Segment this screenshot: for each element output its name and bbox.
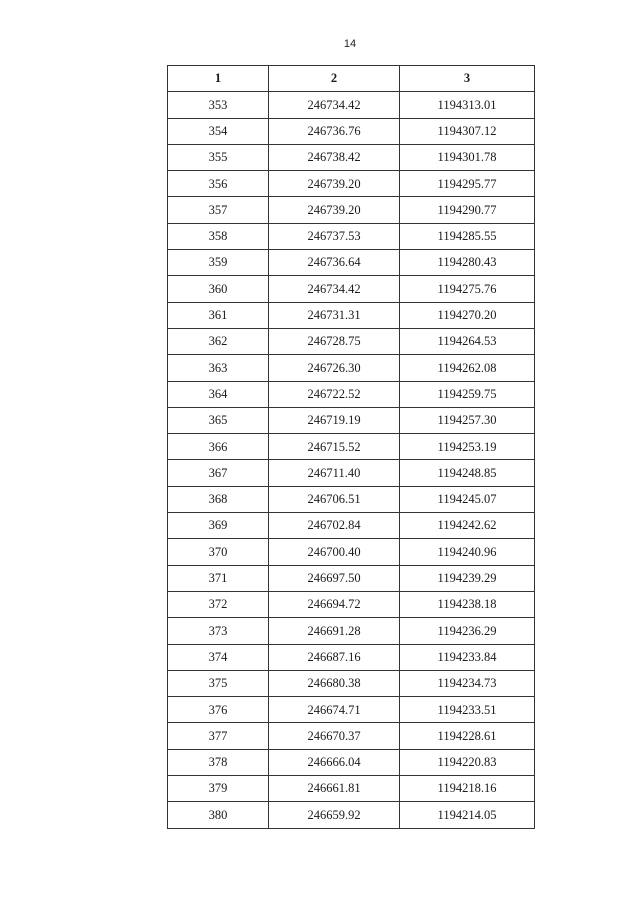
table-cell: 246736.64	[269, 250, 400, 276]
table-cell: 1194234.73	[400, 670, 535, 696]
table-row	[168, 460, 535, 486]
table-cell: 246711.40	[269, 460, 400, 486]
table-cell: 246722.52	[269, 381, 400, 407]
table-cell: 1194285.55	[400, 223, 535, 249]
table-row	[168, 802, 535, 828]
table-row	[168, 118, 535, 144]
table-body	[168, 92, 535, 828]
table-cell: 246702.84	[269, 513, 400, 539]
table-cell: 246734.42	[269, 276, 400, 302]
table-row	[168, 513, 535, 539]
table-cell: 246734.42	[269, 92, 400, 118]
table-cell: 365	[168, 407, 269, 433]
table-cell: 354	[168, 118, 269, 144]
table-row	[168, 250, 535, 276]
table-cell: 372	[168, 591, 269, 617]
table-cell: 246700.40	[269, 539, 400, 565]
table-cell: 364	[168, 381, 269, 407]
table-cell: 246738.42	[269, 144, 400, 170]
table-cell: 353	[168, 92, 269, 118]
table-cell: 360	[168, 276, 269, 302]
table-cell: 359	[168, 250, 269, 276]
table-cell: 1194253.19	[400, 434, 535, 460]
table-row	[168, 776, 535, 802]
table-cell: 1194245.07	[400, 486, 535, 512]
table-row	[168, 144, 535, 170]
table-cell: 361	[168, 302, 269, 328]
table-row	[168, 276, 535, 302]
table-cell: 246687.16	[269, 644, 400, 670]
table-row	[168, 92, 535, 118]
table-cell: 380	[168, 802, 269, 828]
column-header-1: 1	[168, 66, 269, 92]
table-cell: 358	[168, 223, 269, 249]
table-row	[168, 749, 535, 775]
table-cell: 1194239.29	[400, 565, 535, 591]
table-header-row	[168, 66, 535, 92]
table-row	[168, 302, 535, 328]
table-cell: 1194214.05	[400, 802, 535, 828]
table-cell: 246697.50	[269, 565, 400, 591]
table-cell: 377	[168, 723, 269, 749]
table-cell: 246680.38	[269, 670, 400, 696]
table-row	[168, 618, 535, 644]
table-cell: 371	[168, 565, 269, 591]
table-cell: 246694.72	[269, 591, 400, 617]
table-cell: 355	[168, 144, 269, 170]
table-cell: 1194233.51	[400, 697, 535, 723]
table-cell: 246691.28	[269, 618, 400, 644]
table-cell: 1194240.96	[400, 539, 535, 565]
table-row	[168, 723, 535, 749]
table-cell: 373	[168, 618, 269, 644]
table-row	[168, 565, 535, 591]
table-cell: 378	[168, 749, 269, 775]
table-cell: 246661.81	[269, 776, 400, 802]
table-cell: 1194290.77	[400, 197, 535, 223]
table-cell: 246674.71	[269, 697, 400, 723]
table-cell: 375	[168, 670, 269, 696]
table-row	[168, 591, 535, 617]
table-cell: 1194248.85	[400, 460, 535, 486]
table-cell: 246739.20	[269, 197, 400, 223]
table-cell: 246728.75	[269, 328, 400, 354]
table-cell: 1194220.83	[400, 749, 535, 775]
table-row	[168, 197, 535, 223]
table-row	[168, 223, 535, 249]
table-row	[168, 328, 535, 354]
table-cell: 370	[168, 539, 269, 565]
table-cell: 379	[168, 776, 269, 802]
table-cell: 246737.53	[269, 223, 400, 249]
table-cell: 246666.04	[269, 749, 400, 775]
table-cell: 366	[168, 434, 269, 460]
table-cell: 246706.51	[269, 486, 400, 512]
table-cell: 368	[168, 486, 269, 512]
table-row	[168, 486, 535, 512]
table-cell: 246659.92	[269, 802, 400, 828]
table-cell: 1194233.84	[400, 644, 535, 670]
column-header-2: 2	[269, 66, 400, 92]
table-row	[168, 697, 535, 723]
table-cell: 1194236.29	[400, 618, 535, 644]
table-cell: 1194301.78	[400, 144, 535, 170]
table-cell: 246715.52	[269, 434, 400, 460]
table-row	[168, 670, 535, 696]
table-row	[168, 381, 535, 407]
table-cell: 1194295.77	[400, 171, 535, 197]
table-cell: 1194218.16	[400, 776, 535, 802]
table-row	[168, 407, 535, 433]
table-cell: 369	[168, 513, 269, 539]
table-row	[168, 355, 535, 381]
table-cell: 246670.37	[269, 723, 400, 749]
table-cell: 363	[168, 355, 269, 381]
table-cell: 246719.19	[269, 407, 400, 433]
table-cell: 246726.30	[269, 355, 400, 381]
table-cell: 1194280.43	[400, 250, 535, 276]
table-cell: 1194259.75	[400, 381, 535, 407]
table-cell: 1194313.01	[400, 92, 535, 118]
table-cell: 1194238.18	[400, 591, 535, 617]
table-cell: 1194275.76	[400, 276, 535, 302]
table-cell: 1194262.08	[400, 355, 535, 381]
table-cell: 356	[168, 171, 269, 197]
table-cell: 357	[168, 197, 269, 223]
table-cell: 376	[168, 697, 269, 723]
table-cell: 1194270.20	[400, 302, 535, 328]
table-cell: 1194264.53	[400, 328, 535, 354]
table-cell: 374	[168, 644, 269, 670]
table-cell: 1194257.30	[400, 407, 535, 433]
table-row	[168, 171, 535, 197]
column-header-3: 3	[400, 66, 535, 92]
table-row	[168, 644, 535, 670]
table-row	[168, 434, 535, 460]
coordinates-table	[167, 65, 535, 829]
table-cell: 246736.76	[269, 118, 400, 144]
table-cell: 246739.20	[269, 171, 400, 197]
table-row	[168, 539, 535, 565]
table-cell: 367	[168, 460, 269, 486]
table-cell: 1194242.62	[400, 513, 535, 539]
table-cell: 1194228.61	[400, 723, 535, 749]
page-number: 14	[343, 38, 357, 50]
table-cell: 362	[168, 328, 269, 354]
table-cell: 1194307.12	[400, 118, 535, 144]
table-cell: 246731.31	[269, 302, 400, 328]
